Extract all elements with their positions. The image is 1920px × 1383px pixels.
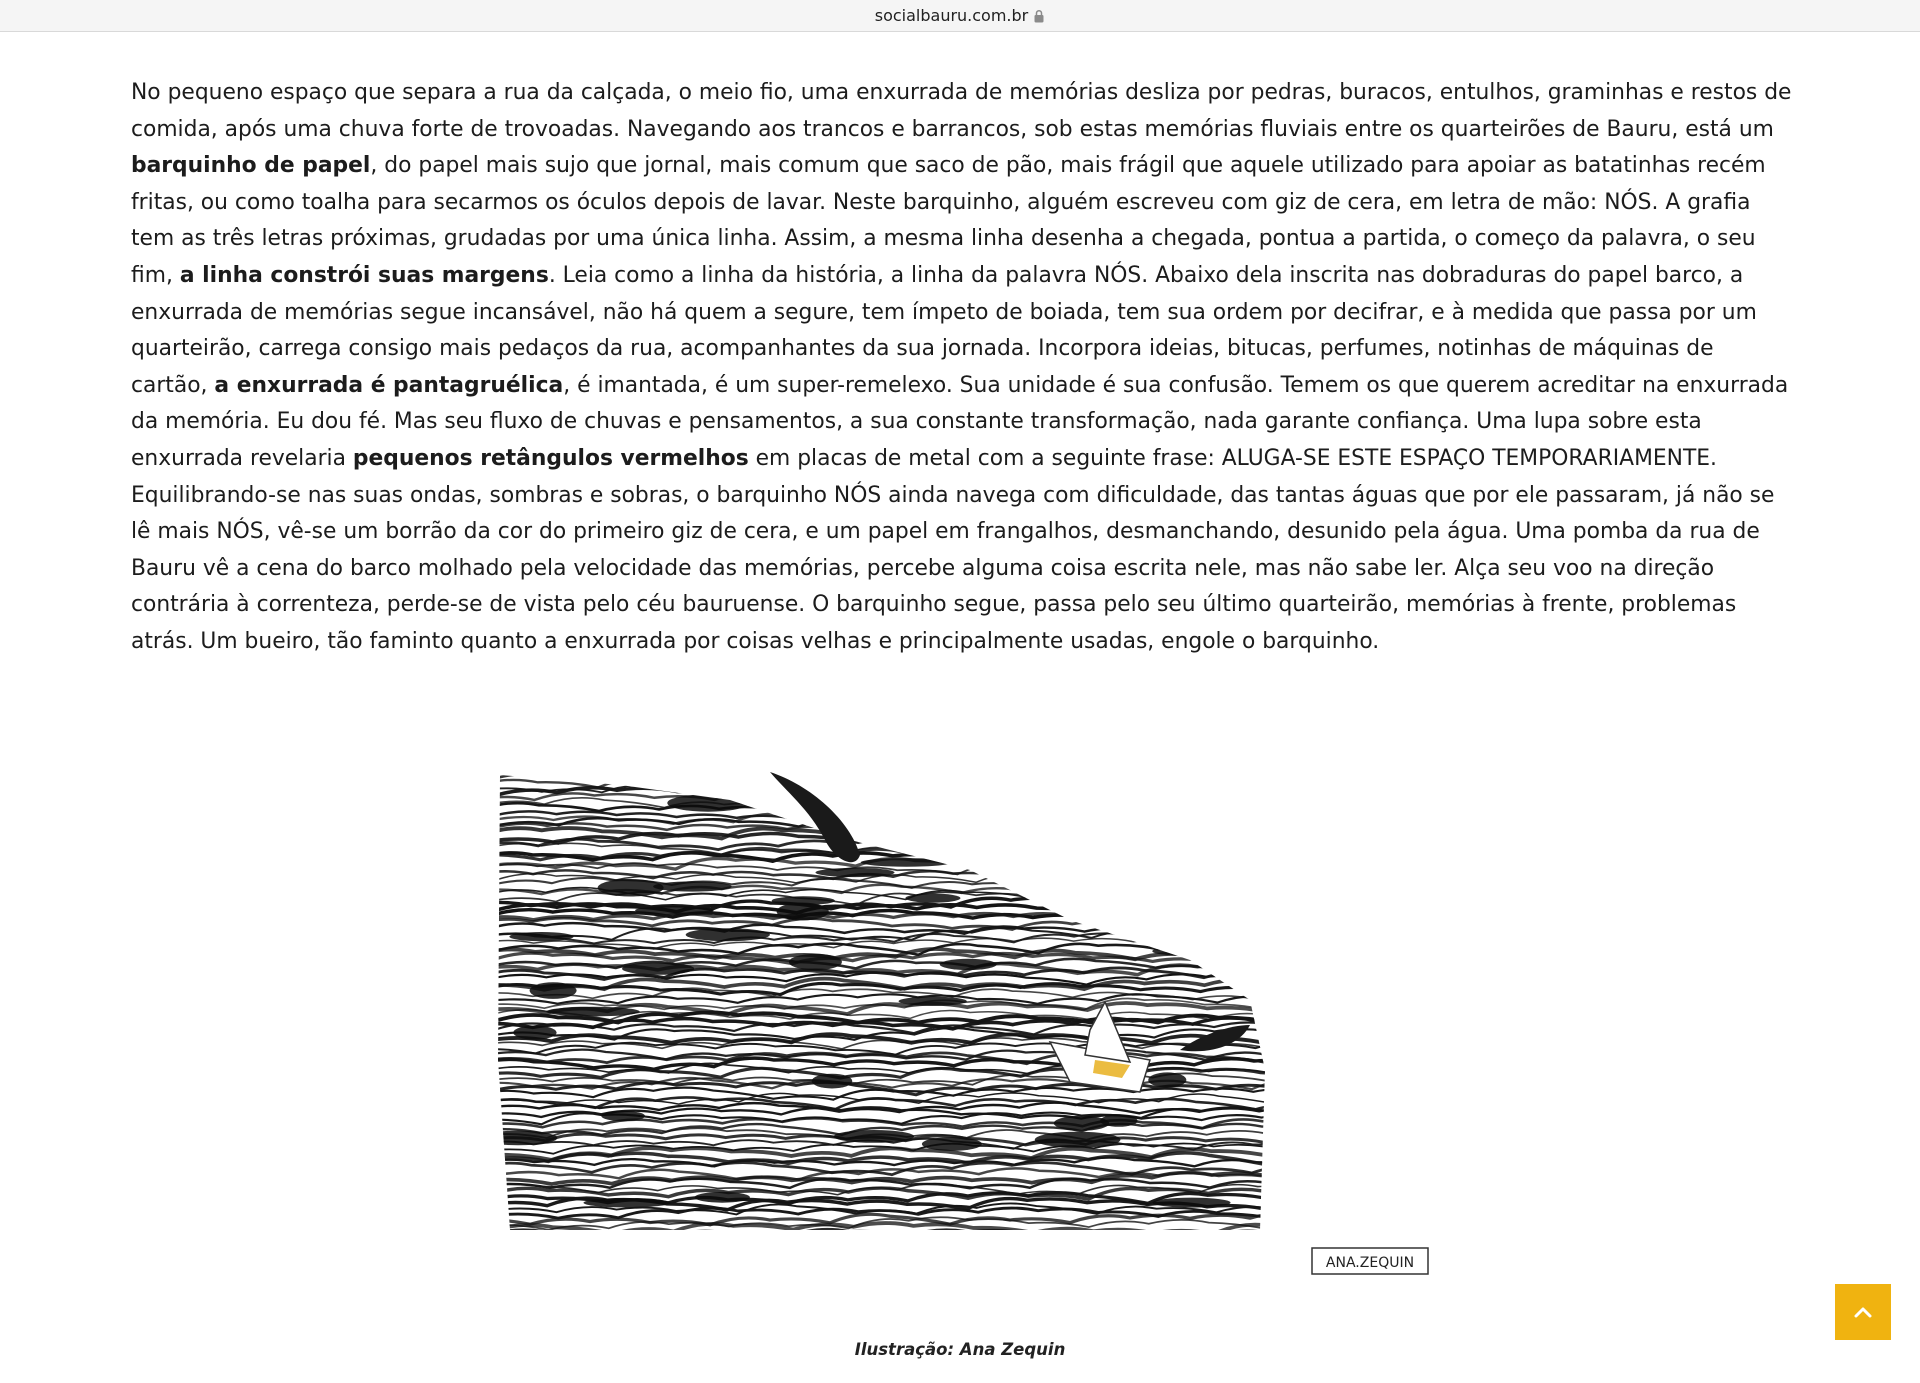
bold-phrase: pequenos retângulos vermelhos: [352, 445, 749, 471]
water-strokes: [490, 760, 1339, 1239]
browser-address-bar[interactable]: [0, 0, 1920, 32]
signature-text: ANA.ZEQUIN: [1325, 1255, 1415, 1271]
article-paragraph: [131, 75, 1793, 661]
lock-icon: [1033, 9, 1045, 23]
scroll-to-top-button[interactable]: [1835, 1284, 1891, 1340]
text-run: em placas de metal com a seguinte frase: ALUGA-SE ESTE ESPAÇO TEMPORARIAMENTE. Equilibrando-se nas suas ondas, sombras e sobras, o barquinho NÓS ainda navega com dificuldade, das tantas águas que por ele passaram, já não se lê mais NÓS, vê-se um borrão da cor do primeiro giz de cera, e um papel em frangalhos, desmanchando, desunido pela água. Uma pomba da rua de Bauru vê a cena do barco molhado pela velocidade das memórias, percebe alguma coisa escrita nele, mas não sabe ler. Alça seu voo na direção contrária à correnteza, perde-se de vista pelo céu bauruense. O barquinho segue, passa pelo seu último quarteirão, memórias à frente, problemas atrás. Um bueiro, tão faminto quanto a enxurrada por coisas velhas e principalmente usadas, engole o barquinho.: [131, 445, 1775, 654]
chevron-up-icon: [1853, 1305, 1873, 1319]
bold-phrase: barquinho de papel: [131, 153, 371, 179]
text-run: No pequeno espaço que separa a rua da calçada, o meio fio, uma enxurrada de memórias desliza por pedras, buracos, entulhos, graminhas e restos de comida, após uma chuva forte de trovoadas. Navegando aos trancos e barrancos, sob estas memórias fluviais entre os quarteirões de Bauru, está um: [131, 80, 1792, 142]
url-domain[interactable]: socialbauru.com.br: [874, 6, 1029, 25]
signature-box: [1312, 1248, 1428, 1274]
bold-phrase: a linha constrói suas margens: [179, 262, 549, 288]
floating-leaf-top: [770, 772, 860, 862]
text-run: , é imantada, é um super-remelexo. Sua unidade é sua confusão. Temem os que querem acreditar na enxurrada da memória. Eu dou fé. Mas seu fluxo de chuvas e pensamentos, a sua constante transformação, nada garante confiança. Uma lupa sobre esta enxurrada revelaria: [131, 372, 1789, 471]
bold-phrase: a enxurrada é pantagruélica: [214, 372, 564, 398]
text-run: . Leia como a linha da história, a linha da palavra NÓS. Abaixo dela inscrita nas dobraduras do papel barco, a enxurrada de memórias segue incansável, não há quem a segure, tem ímpeto de boiada, tem sua ordem por decifrar, e à medida que passa por um quarteirão, carrega consigo mais pedaços da rua, acompanhantes da sua jornada. Incorpora ideias, bitucas, perfumes, notinhas de máquinas de cartão,: [131, 262, 1757, 398]
illustration-image: [490, 760, 1430, 1280]
text-run: , do papel mais sujo que jornal, mais comum que saco de pão, mais frágil que aquele utilizado para apoiar as batatinhas recém fritas, ou como toalha para secarmos os óculos depois de lavar. Neste barquinho, alguém escreveu com giz de cera, em letra de mão: NÓS. A grafia tem as três letras próximas, grudadas por uma única linha. Assim, a mesma linha desenha a chegada, pontua a partida, o começo da palavra, o seu fim,: [131, 153, 1766, 288]
illustration-caption: Ilustração: Ana Zequin: [854, 1340, 1066, 1359]
